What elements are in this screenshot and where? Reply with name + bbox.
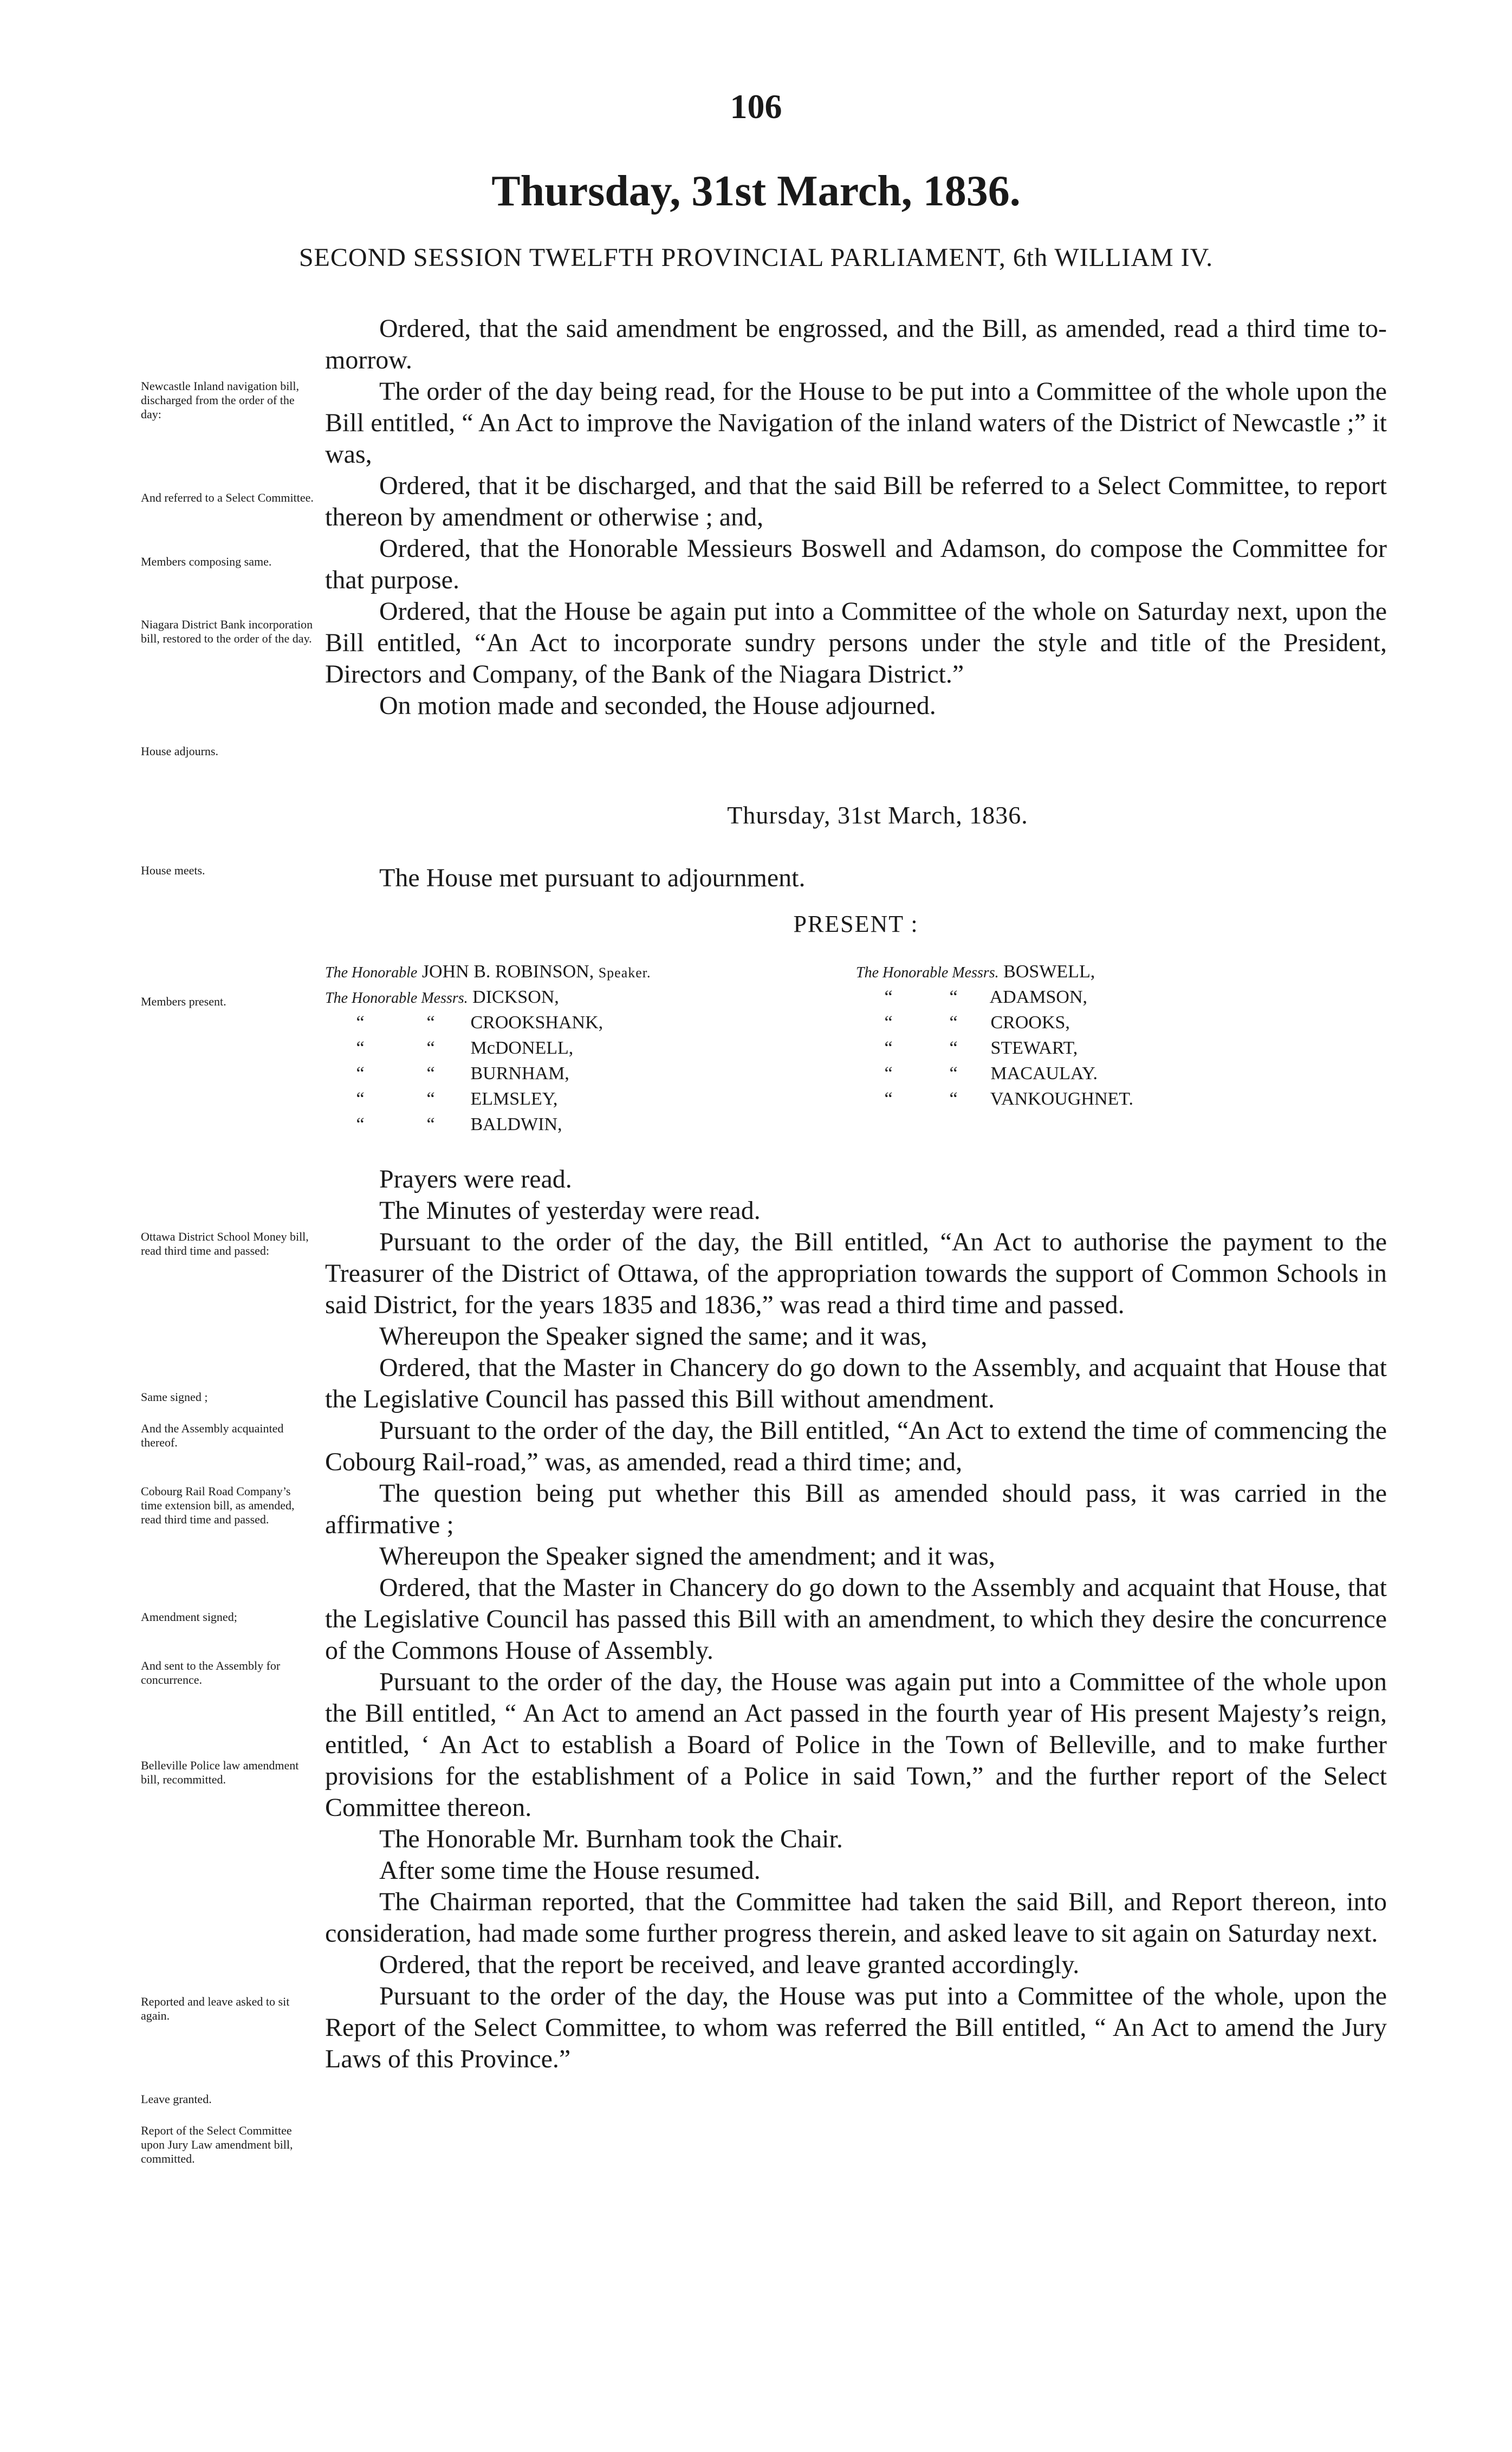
margin-note: Belleville Police law amendment bill, recommitted.	[141, 1759, 299, 1786]
minutes-block-2	[325, 1164, 1387, 2075]
paragraph: Whereupon the Speaker signed the same; and it was,	[379, 1322, 927, 1351]
paragraph: The order of the day being read, for the House to be put into a Committee of the whole upon the Bill entitled, “ An Act to improve the Navigation of the inland waters of the District of Newcastle ;” it was,	[325, 377, 1387, 469]
page-date-title: Thursday, 31st March, 1836.	[491, 167, 1021, 215]
margin-note: Report of the Select Committee upon Jury Law amendment bill, committed.	[141, 2124, 293, 2165]
paragraph: Ordered, that it be discharged, and that the said Bill be referred to a Select Committee, to report thereon by amendment or otherwise ; and,	[325, 471, 1387, 531]
member-row: “ “ MACAULAY.	[884, 1063, 1098, 1084]
member-row: “ “ BALDWIN,	[356, 1114, 562, 1134]
page-number: 106	[730, 87, 782, 126]
member-row: “ “ CROOKSHANK,	[356, 1013, 603, 1033]
house-met-line	[325, 862, 1387, 894]
paragraph: The Honorable Mr. Burnham took the Chair.	[379, 1825, 843, 1853]
member-row: “ “ BURNHAM,	[356, 1063, 569, 1084]
members-right-column	[856, 959, 1133, 1112]
paragraph: Whereupon the Speaker signed the amendment; and it was,	[379, 1542, 995, 1571]
member-row: “ “ STEWART,	[884, 1038, 1078, 1058]
margin-note: House adjourns.	[141, 744, 218, 758]
margin-note: Members composing same.	[141, 555, 272, 568]
paragraph: Ordered, that the Honorable Messieurs Boswell and Adamson, do compose the Committee for that purpose.	[325, 534, 1387, 594]
margin-note: Same signed ;	[141, 1390, 208, 1404]
margin-note: Cobourg Rail Road Company’s time extension bill, as amended, read third time and passed.	[141, 1484, 295, 1526]
margin-note: And the Assembly acquainted thereof.	[141, 1422, 284, 1449]
paragraph: The House met pursuant to adjournment.	[379, 864, 806, 892]
margin-note: Amendment signed;	[141, 1610, 237, 1624]
margin-note: And sent to the Assembly for concurrence.	[141, 1659, 281, 1686]
minutes-block-1	[325, 313, 1387, 722]
member-row: “ “ CROOKS,	[884, 1013, 1070, 1033]
member-row: “ “ McDONELL,	[356, 1038, 574, 1058]
margin-note: And referred to a Select Committee.	[141, 491, 314, 504]
paragraph: Prayers were read.	[379, 1165, 572, 1193]
paragraph: On motion made and seconded, the House adjourned.	[379, 691, 936, 720]
paragraph: Ordered, that the said amendment be engrossed, and the Bill, as amended, read a third time to-morrow.	[325, 314, 1387, 374]
member-row: “ “ ADAMSON,	[884, 987, 1088, 1007]
paragraph: Ordered, that the Master in Chancery do go down to the Assembly, and acquaint that House that the Legislative Council has passed this Bill without amendment.	[325, 1353, 1387, 1413]
margin-note: Newcastle Inland navigation bill, discharged from the order of the day:	[141, 379, 300, 421]
paragraph: The question being put whether this Bill as amended should pass, it was carried in the affirmative ;	[325, 1479, 1387, 1539]
members-left-column	[325, 959, 651, 1137]
paragraph: Ordered, that the Master in Chancery do go down to the Assembly and acquaint that House, that the Legislative Council has passed this Bill with an amendment, to which they desire the concurrence of the Commons House of Assembly.	[325, 1573, 1387, 1665]
member-row: The Honorable JOHN B. ROBINSON, Speaker.	[325, 962, 651, 982]
paragraph: Ordered, that the House be again put into a Committee of the whole on Saturday next, upon the Bill entitled, “An Act to incorporate sundry persons under the style and title of the President, Directors and Company, of the Bank of the Niagara District.”	[325, 597, 1387, 689]
margin-note: House meets.	[141, 864, 205, 877]
paragraph: Pursuant to the order of the day, the Bill entitled, “An Act to authorise the payment to the Treasurer of the District of Ottawa, of the appropriation towards the support of Common Schools in said District, for the years 1835 and 1836,” was read a third time and passed.	[325, 1228, 1387, 1319]
margin-note: Members present.	[141, 995, 226, 1008]
session-line: SECOND SESSION TWELFTH PROVINCIAL PARLIAMENT, 6th WILLIAM IV.	[298, 243, 1214, 272]
margin-note: Reported and leave asked to sit again.	[141, 1995, 290, 2022]
paragraph: After some time the House resumed.	[379, 1856, 761, 1885]
member-row: “ “ VANKOUGHNET.	[884, 1089, 1134, 1109]
paragraph: The Chairman reported, that the Committee had taken the said Bill, and Report thereon, into consideration, had made some further progress therein, and asked leave to sit again on Saturday next.	[325, 1887, 1387, 1948]
paragraph: The Minutes of yesterday were read.	[379, 1196, 761, 1225]
subheading-date: Thursday, 31st March, 1836.	[727, 801, 1028, 829]
member-row: “ “ ELMSLEY,	[356, 1089, 558, 1109]
margin-note: Leave granted.	[141, 2092, 212, 2106]
paragraph: Ordered, that the report be received, and leave granted accordingly.	[379, 1950, 1080, 1979]
margin-note: Niagara District Bank incorporation bill, restored to the order of the day.	[141, 618, 313, 645]
paragraph: Pursuant to the order of the day, the House was put into a Committee of the whole, upon the Report of the Select Committee, to whom was referred the Bill entitled, “ An Act to amend the Jury Laws of this Province.”	[325, 1982, 1387, 2073]
present-heading: PRESENT :	[793, 911, 919, 937]
margin-note: Ottawa District School Money bill, read third time and passed:	[141, 1230, 309, 1257]
member-row: The Honorable Messrs. DICKSON,	[325, 987, 559, 1007]
paragraph: Pursuant to the order of the day, the House was again put into a Committee of the whole upon the Bill entitled, “ An Act to amend an Act passed in the fourth year of His present Majesty’s reign, entitled, ‘ An Act to establish a Board of Police in the Town of Belleville, and to make further provisions for the establishment of a Police in said Town,” and the further report of the Select Committee thereon.	[325, 1668, 1387, 1822]
member-row: The Honorable Messrs. BOSWELL,	[856, 962, 1095, 982]
paragraph: Pursuant to the order of the day, the Bill entitled, “An Act to extend the time of commencing the Cobourg Rail-road,” was, as amended, read a third time; and,	[325, 1416, 1387, 1476]
